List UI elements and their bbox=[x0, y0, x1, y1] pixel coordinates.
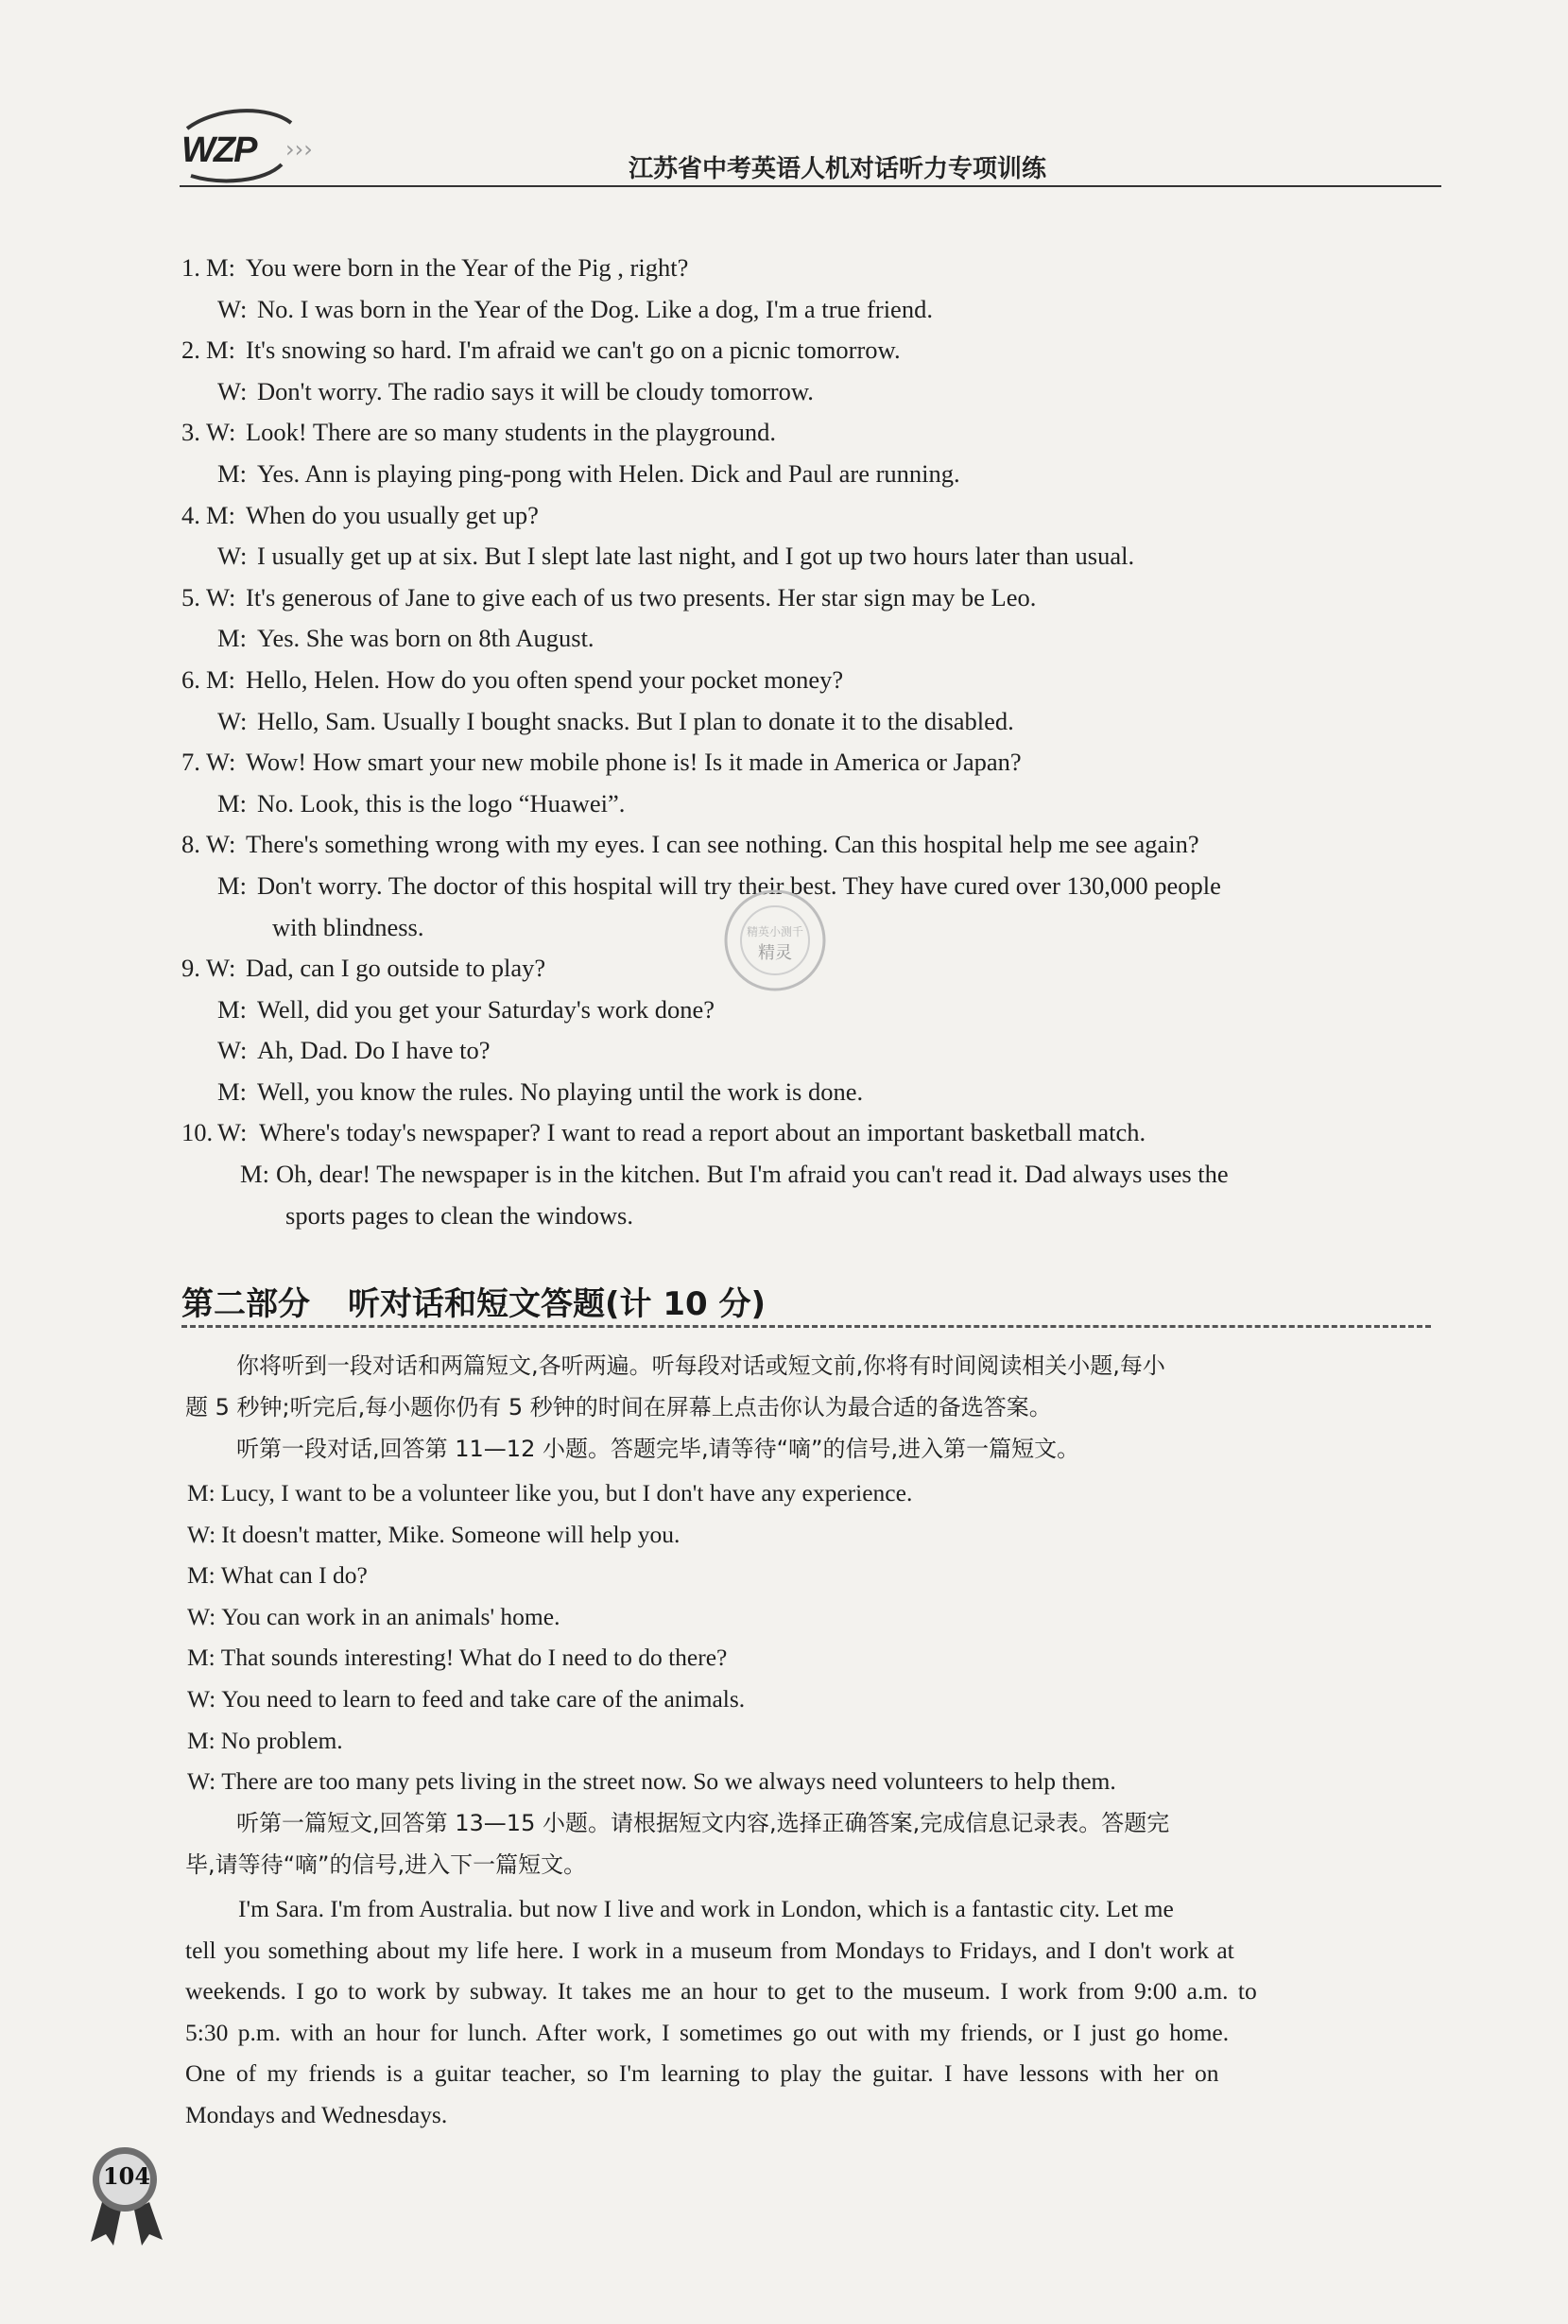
dialogue-text: Ah, Dad. Do I have to? bbox=[257, 1036, 491, 1065]
speaker-label: W: bbox=[206, 582, 236, 611]
dialogue-text: Don't worry. The radio says it will be cloudy tomorrow. bbox=[257, 376, 814, 405]
section2-dialogue-line bbox=[187, 1678, 1454, 1720]
dialogue-text: Oh, dear! The newspaper is in the kitchen. But I'm afraid you can't read it. Dad always uses the bbox=[276, 1160, 1229, 1189]
dialogue-line bbox=[181, 371, 1453, 413]
dialogue-line bbox=[181, 495, 1453, 537]
question-number: 10. bbox=[181, 1118, 214, 1147]
dialogue-line bbox=[181, 1112, 1453, 1154]
speaker-label: W: bbox=[217, 706, 248, 735]
speaker-label: W: bbox=[206, 830, 236, 859]
passage-instruction-line-1: 听第一篇短文,回答第 13—15 小题。请根据短文内容,选择正确答案,完成信息记录表。答题完 bbox=[236, 1810, 1170, 1836]
passage-instruction-line-2: 毕,请等待“嘀”的信号,进入下一篇短文。 bbox=[185, 1851, 587, 1878]
question-number: 1. bbox=[181, 253, 200, 282]
dialogue-line bbox=[181, 824, 1453, 866]
section-title bbox=[181, 1278, 766, 1324]
speaker-label: W: bbox=[187, 1602, 216, 1630]
dialogue-text: Where's today's newspaper? I want to read a report about an important basketball match. bbox=[259, 1118, 1146, 1147]
dialogue-text: sports pages to clean the windows. bbox=[285, 1200, 633, 1230]
speaker-label: W: bbox=[217, 542, 248, 571]
book-title: 江苏省中考英语人机对话听力专项训练 bbox=[628, 155, 1046, 183]
dialogue-line bbox=[181, 248, 1453, 289]
instruction-line-3: 听第一段对话,回答第 11—12 小题。答题完毕,请等待“嘀”的信号,进入第一篇短文。 bbox=[236, 1436, 1080, 1462]
speaker-label: M: bbox=[187, 1561, 215, 1590]
page-number: 104 bbox=[102, 2162, 151, 2190]
watermark-stamp bbox=[714, 879, 836, 1002]
section-title-text: 听对话和短文答题(计 10 分) bbox=[348, 1285, 767, 1323]
section2-dialogue-line bbox=[187, 1472, 1454, 1514]
dialogue-text: with blindness. bbox=[272, 912, 424, 941]
dialogue-line bbox=[181, 536, 1453, 577]
question-number: 9. bbox=[181, 954, 200, 983]
speaker-label: M: bbox=[206, 664, 235, 694]
dialogue-text: Well, did you get your Saturday's work done? bbox=[257, 994, 715, 1024]
section2-dialogue-line bbox=[187, 1514, 1454, 1556]
section2-dialogue-line bbox=[187, 1720, 1454, 1762]
dialogue-transcripts bbox=[181, 248, 1453, 1236]
speaker-label: M: bbox=[206, 253, 235, 282]
speaker-label: W: bbox=[187, 1767, 216, 1796]
speaker-label: W: bbox=[217, 1036, 248, 1065]
dialogue-text: Don't worry. The doctor of this hospital will try their best. They have cured over 130,000 people bbox=[257, 870, 1221, 900]
dialogue-line bbox=[181, 1030, 1453, 1072]
dialogue-text: Yes. She was born on 8th August. bbox=[257, 624, 594, 653]
speaker-label: W: bbox=[206, 748, 236, 777]
svg-text:精灵: 精灵 bbox=[758, 943, 792, 963]
dialogue-text: Hello, Sam. Usually I bought snacks. But I plan to donate it to the disabled. bbox=[257, 706, 1014, 735]
speaker-label: W: bbox=[206, 418, 236, 447]
section-divider bbox=[181, 1325, 1431, 1328]
dialogue-text: Look! There are so many students in the playground. bbox=[246, 418, 777, 447]
section-part-label: 第二部分 bbox=[181, 1285, 310, 1323]
instruction-line-2: 题 5 秒钟;听完后,每小题你仍有 5 秒钟的时间在屏幕上点击你认为最合适的备选答案。 bbox=[185, 1394, 1052, 1420]
speaker-label: W: bbox=[217, 376, 248, 405]
passage-line: Mondays and Wednesdays. bbox=[185, 2100, 448, 2128]
section2-dialogue-line bbox=[187, 1761, 1454, 1802]
dialogue-line bbox=[181, 412, 1453, 454]
dialogue-text: That sounds interesting! What do I need to do there? bbox=[220, 1644, 728, 1672]
dialogue-text: What can I do? bbox=[220, 1561, 368, 1590]
question-number: 3. bbox=[181, 418, 200, 447]
dialogue-text: No. Look, this is the logo “Huawei”. bbox=[257, 788, 626, 818]
speaker-label: M: bbox=[217, 994, 247, 1024]
speaker-label: W: bbox=[187, 1684, 216, 1713]
passage-line: weekends. I go to work by subway. It takes me an hour to get to the museum. I work from 9:00 a.m. to bbox=[185, 1977, 1257, 2006]
dialogue-text: Dad, can I go outside to play? bbox=[246, 954, 546, 983]
dialogue-text: You need to learn to feed and take care of the animals. bbox=[221, 1684, 746, 1713]
speaker-label: M: bbox=[206, 500, 235, 529]
dialogue-line bbox=[181, 701, 1453, 743]
section2-dialogue bbox=[187, 1472, 1454, 1802]
speaker-label: M: bbox=[217, 624, 247, 653]
question-number: 7. bbox=[181, 748, 200, 777]
speaker-label: W: bbox=[217, 294, 248, 323]
page-header bbox=[180, 102, 1441, 187]
dialogue-line bbox=[181, 330, 1453, 371]
dialogue-line bbox=[181, 1154, 1453, 1196]
stamp-seal-icon bbox=[714, 879, 836, 1002]
svg-text:精英小测千: 精英小测千 bbox=[746, 925, 804, 938]
speaker-label: M: bbox=[187, 1726, 215, 1754]
speaker-label: W: bbox=[206, 954, 236, 983]
section2-dialogue-line bbox=[187, 1596, 1454, 1638]
dialogue-line bbox=[181, 618, 1453, 660]
dialogue-line bbox=[181, 577, 1453, 619]
dialogue-text: There are too many pets living in the street now. So we always need volunteers to help them. bbox=[221, 1767, 1116, 1796]
speaker-label: W: bbox=[217, 1118, 248, 1147]
question-number: 2. bbox=[181, 336, 200, 365]
dialogue-line bbox=[181, 783, 1453, 825]
question-number: 5. bbox=[181, 582, 200, 611]
dialogue-line bbox=[181, 742, 1453, 783]
speaker-label: M: bbox=[217, 788, 247, 818]
dialogue-line bbox=[181, 1072, 1453, 1113]
speaker-label: M: bbox=[217, 1076, 247, 1106]
logo-arrows-icon: ››› bbox=[285, 136, 313, 163]
dialogue-text: When do you usually get up? bbox=[246, 500, 539, 529]
passage-line: 5:30 p.m. with an hour for lunch. After work, I sometimes go out with my friends, or I just go home. bbox=[185, 2018, 1230, 2046]
speaker-label: M: bbox=[217, 458, 247, 488]
dialogue-text: No problem. bbox=[220, 1726, 343, 1754]
section2-dialogue-line bbox=[187, 1637, 1454, 1678]
speaker-label: M: bbox=[240, 1160, 269, 1189]
dialogue-line bbox=[181, 289, 1453, 331]
dialogue-text: I usually get up at six. But I slept late last night, and I got up two hours later than usual. bbox=[257, 542, 1135, 571]
dialogue-text: It doesn't matter, Mike. Someone will help you. bbox=[221, 1520, 681, 1548]
medal-icon bbox=[81, 2143, 166, 2247]
dialogue-text: Yes. Ann is playing ping-pong with Helen. Dick and Paul are running. bbox=[257, 458, 960, 488]
passage-line: One of my friends is a guitar teacher, so I'm learning to play the guitar. I have lessons with her on bbox=[185, 2059, 1219, 2088]
speaker-label: W: bbox=[187, 1520, 216, 1548]
page-number-badge bbox=[81, 2143, 166, 2247]
dialogue-text: Lucy, I want to be a volunteer like you, but I don't have any experience. bbox=[220, 1479, 913, 1506]
dialogue-text: You were born in the Year of the Pig , right? bbox=[246, 253, 689, 282]
dialogue-text: Hello, Helen. How do you often spend your pocket money? bbox=[246, 664, 844, 694]
dialogue-line bbox=[181, 1196, 1453, 1237]
passage bbox=[185, 1888, 1452, 2136]
speaker-label: M: bbox=[187, 1644, 215, 1672]
passage-line: I'm Sara. I'm from Australia. but now I live and work in London, which is a fantastic city. Let me bbox=[238, 1895, 1174, 1922]
speaker-label: M: bbox=[217, 870, 247, 900]
instruction-line-1: 你将听到一段对话和两篇短文,各听两遍。听每段对话或短文前,你将有时间阅读相关小题,每小 bbox=[236, 1352, 1165, 1379]
speaker-label: M: bbox=[206, 336, 235, 365]
section2-dialogue-line bbox=[187, 1555, 1454, 1596]
header-rule bbox=[180, 185, 1441, 187]
logo-text: WZP bbox=[181, 130, 256, 170]
dialogue-text: Well, you know the rules. No playing until the work is done. bbox=[257, 1076, 864, 1106]
dialogue-text: No. I was born in the Year of the Dog. Like a dog, I'm a true friend. bbox=[257, 294, 933, 323]
dialogue-line bbox=[181, 454, 1453, 495]
question-number: 8. bbox=[181, 830, 200, 859]
dialogue-line bbox=[181, 660, 1453, 701]
dialogue-text: Wow! How smart your new mobile phone is! Is it made in America or Japan? bbox=[246, 748, 1022, 777]
dialogue-text: There's something wrong with my eyes. I can see nothing. Can this hospital help me see again? bbox=[246, 830, 1199, 859]
speaker-label: M: bbox=[187, 1479, 215, 1506]
question-number: 4. bbox=[181, 500, 200, 529]
question-number: 6. bbox=[181, 664, 200, 694]
dialogue-text: You can work in an animals' home. bbox=[221, 1602, 560, 1630]
dialogue-text: It's snowing so hard. I'm afraid we can't go on a picnic tomorrow. bbox=[246, 336, 901, 365]
dialogue-text: It's generous of Jane to give each of us two presents. Her star sign may be Leo. bbox=[246, 582, 1037, 611]
passage-line: tell you something about my life here. I work in a museum from Mondays to Fridays, and I don't work at bbox=[185, 1936, 1234, 1964]
publisher-logo bbox=[180, 102, 331, 187]
